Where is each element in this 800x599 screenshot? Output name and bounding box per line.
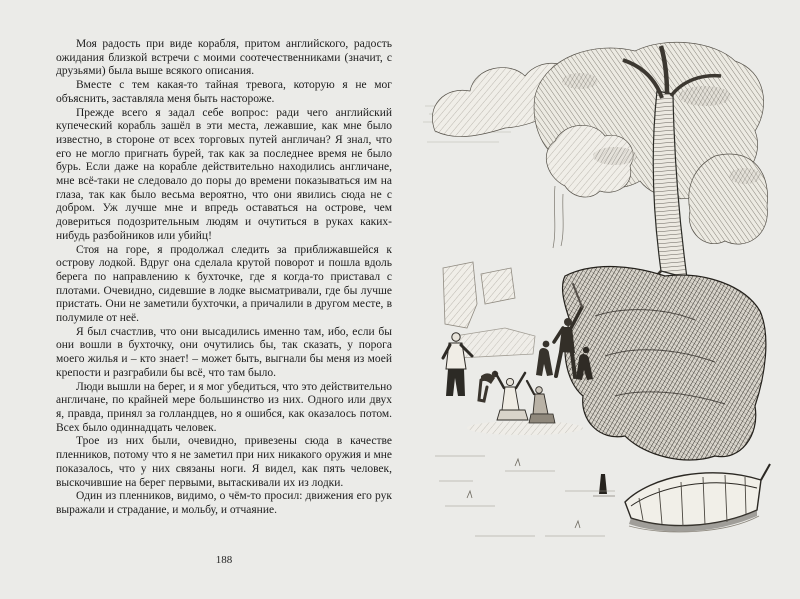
paragraph: Трое из них были, очевидно, привезены сюда в качестве пленников, потому что я не заметил при них никакого оружия и мне показалось, что у них связаны ноги. Я видел, как пять человек, выскочившие на берег первыми, вытаскивали их из лодки. [56, 435, 392, 489]
book-illustration [415, 36, 771, 548]
rocky-cliff [563, 267, 766, 460]
paragraph: Я был счастлив, что они высадились именно там, ибо, если бы они вошли в бухточку, они очутились бы, так сказать, у порога моего жилья и – кто знает! – может быть, выгнали бы меня из моей крепости и разграбили бы всё, что там было. [56, 325, 392, 379]
stump [593, 474, 615, 496]
kneeling-prisoner-figure [527, 381, 555, 423]
paragraph: Один из пленников, видимо, о чём-то просил: движения его рук выражали и страдание, и мольбу, и отчаяние. [56, 490, 392, 516]
page-text [56, 38, 392, 518]
paragraph: Стоя на горе, я продолжал следить за приближавшейся к острову лодкой. Вдруг она сделала крутой поворот и пошла вдоль берега по направлению к бухточке, где я когда-то приставал с плотами. Очевидно, сидевшие в лодке высматривали, где бы лучше пристать. Они не заметили бухточки, а причалили в другом месте, в полумиле от неё. [56, 243, 392, 325]
shore-scene-engraving-illustration [415, 36, 771, 548]
paragraph: Вместе с тем какая-то тайная тревога, которую я не мог объяснить, заставляла меня быть настороже. [56, 79, 392, 105]
kneeling-prisoner-figure [495, 372, 528, 420]
ground-hatching [435, 456, 615, 536]
bending-figure [479, 371, 498, 401]
paragraph: Прежде всего я задал себе вопрос: ради чего английский купеческий корабль зашёл в эти места, лежавшие, как мне было известно, в стороне от всех торговых путей англичан? Я знал, что его не могло пригнать бурей, так как за последнее время не было бурь. Если даже на корабле действительно находились англичане, мне всё-таки не следовало до поры до времени показываться им на глаза, так как было весьма вероятно, что они явились сюда не с добром. Уж лучше мне и впредь оставаться на острове, чем довериться подозрительным людям и очутиться в руках каких-нибудь разбойников или убийц! [56, 106, 392, 242]
tree-foliage [432, 42, 767, 244]
boat [625, 464, 770, 532]
page-number: 188 [215, 554, 233, 566]
paragraph: Люди вышли на берег, и я мог убедиться, что это действительно англичане, по крайней мере большинство из них. Одного или двух я, правда, принял за голландцев, но я ошибся, как оказалось потом. Всех было одиннадцать человек. [56, 380, 392, 434]
paragraph: Моя радость при виде корабля, притом английского, радость ожидания близкой встречи с моими соотечественниками (значит, с друзьями) была выше всякого описания. [56, 38, 392, 78]
